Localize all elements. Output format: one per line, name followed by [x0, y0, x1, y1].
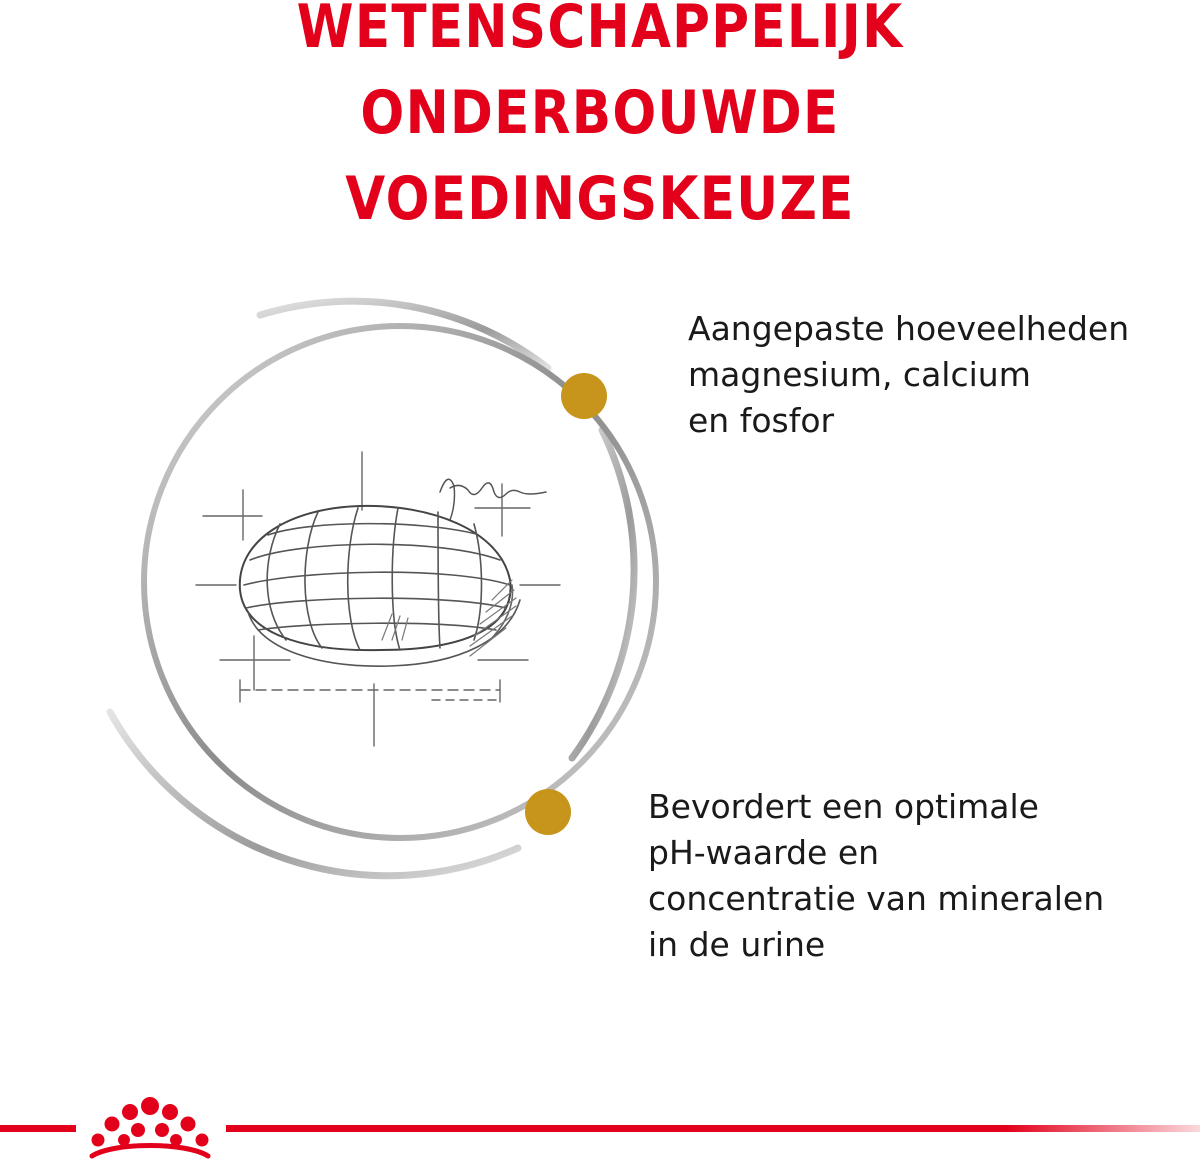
- benefit-urine-ph-line-4: in de urine: [648, 925, 826, 964]
- footer-divider-right: [226, 1125, 1200, 1132]
- benefit-minerals-line-2: magnesium, calcium: [688, 355, 1031, 394]
- benefit-urine-ph-line-2: pH-waarde en: [648, 833, 880, 872]
- benefit-urine-ph-line-1: Bevordert een optimale: [648, 787, 1039, 826]
- benefit-minerals-line-1: Aangepaste hoeveelheden: [688, 309, 1130, 348]
- bullet-dot-2: [525, 789, 571, 835]
- page-title-line-1: WETENSCHAPPELIJK ONDERBOUWDE: [296, 0, 904, 148]
- page-title-line-2: VOEDINGSKEUZE: [345, 164, 855, 234]
- benefit-minerals: [688, 306, 1129, 444]
- benefit-urine-ph: [648, 784, 1104, 968]
- benefit-urine-ph-line-3: concentratie van mineralen: [648, 879, 1105, 918]
- outer-ring-arcs: [110, 301, 634, 876]
- bullet-dot-1: [561, 373, 607, 419]
- benefit-minerals-line-3: en fosfor: [688, 401, 835, 440]
- kibble-sketch-icon: [196, 452, 560, 746]
- footer-divider-left: [0, 1125, 76, 1132]
- royal-canin-crown-icon: [84, 1096, 216, 1162]
